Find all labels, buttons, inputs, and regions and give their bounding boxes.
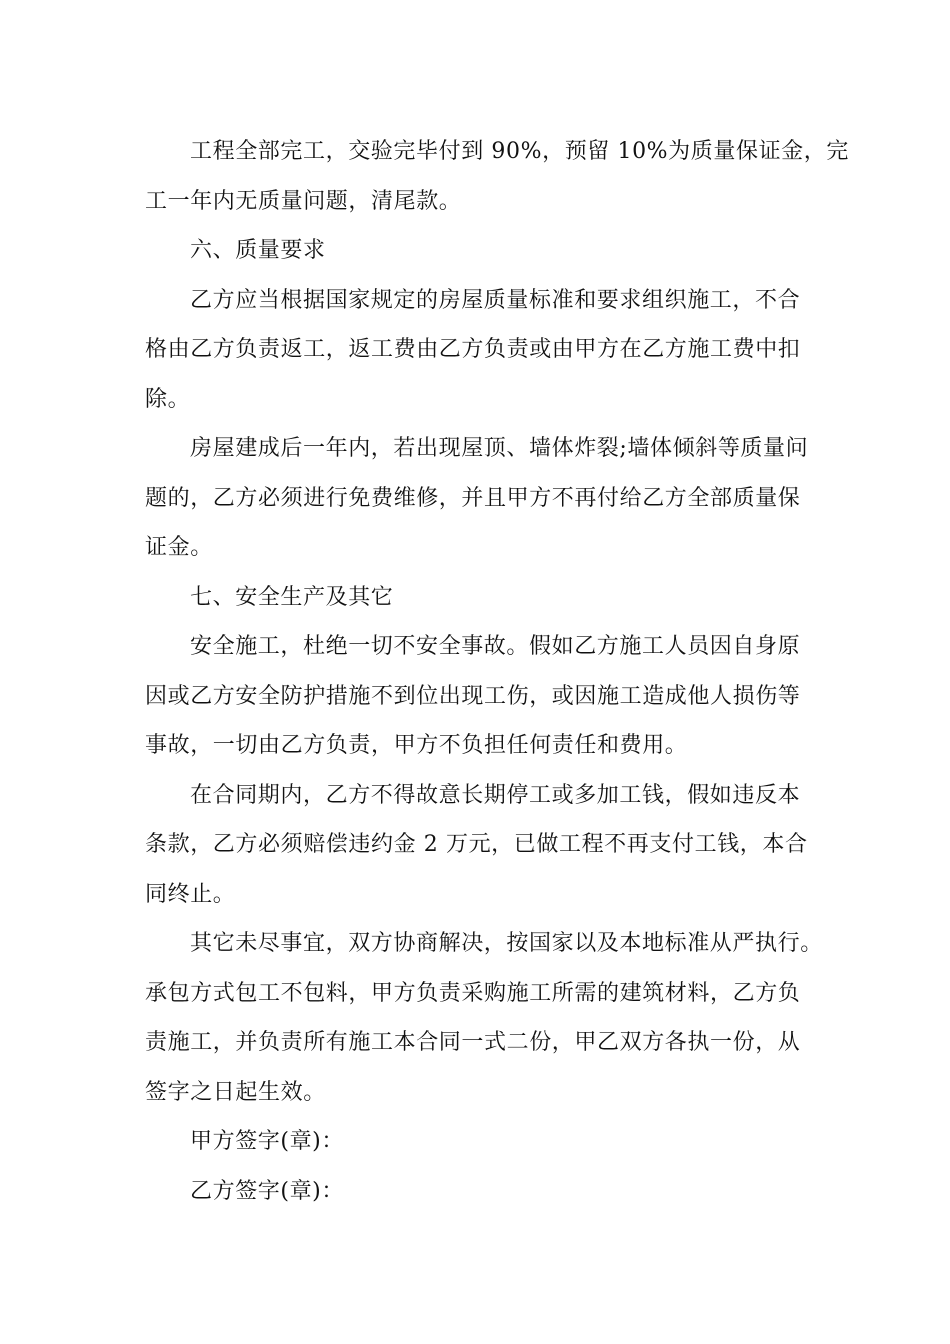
party-a-signature-line: 甲方签字(章)： — [190, 1129, 344, 1154]
section-heading: 七、安全生产及其它 — [190, 584, 394, 610]
paragraph-line: 乙方应当根据国家规定的房屋质量标准和要求组织施工，不合 — [190, 287, 801, 313]
paragraph-line: 格由乙方负责返工，返工费由乙方负责或由甲方在乙方施工费中扣 — [145, 337, 801, 362]
paragraph-line: 工一年内无质量问题，清尾款。 — [145, 188, 462, 214]
paragraph-line: 工程全部完工，交验完毕付到 90%，预留 10%为质量保证金，完 — [190, 139, 849, 164]
paragraph-line: 证金。 — [145, 535, 213, 560]
paragraph-line: 同终止。 — [145, 881, 236, 907]
paragraph-line: 题的，乙方必须进行免费维修，并且甲方不再付给乙方全部质量保 — [145, 485, 801, 511]
section-heading: 六、质量要求 — [190, 238, 326, 263]
paragraph-line: 除。 — [145, 386, 191, 412]
paragraph-line: 因或乙方安全防护措施不到位出现工伤，或因施工造成他人损伤等 — [145, 683, 801, 709]
document-body — [145, 127, 849, 1216]
party-b-signature-line: 乙方签字(章)： — [190, 1178, 344, 1204]
paragraph-line: 责施工，并负责所有施工本合同一式二份，甲乙双方各执一份，从 — [145, 1030, 801, 1055]
paragraph-line: 安全施工，杜绝一切不安全事故。假如乙方施工人员因自身原 — [190, 634, 801, 659]
paragraph-line: 签字之日起生效。 — [145, 1079, 326, 1105]
paragraph-line: 其它未尽事宜，双方协商解决，按国家以及本地标准从严执行。 — [190, 931, 823, 956]
paragraph-line: 条款，乙方必须赔偿违约金 2 万元，已做工程不再支付工钱，本合 — [145, 832, 808, 857]
paragraph-line: 承包方式包工不包料，甲方负责采购施工所需的建筑材料，乙方负 — [145, 980, 801, 1006]
paragraph-line: 房屋建成后一年内，若出现屋顶、墙体炸裂;墙体倾斜等质量问 — [190, 436, 809, 461]
paragraph-line: 在合同期内，乙方不得故意长期停工或多加工钱，假如违反本 — [190, 782, 801, 808]
paragraph-line: 事故，一切由乙方负责，甲方不负担任何责任和费用。 — [145, 733, 688, 758]
